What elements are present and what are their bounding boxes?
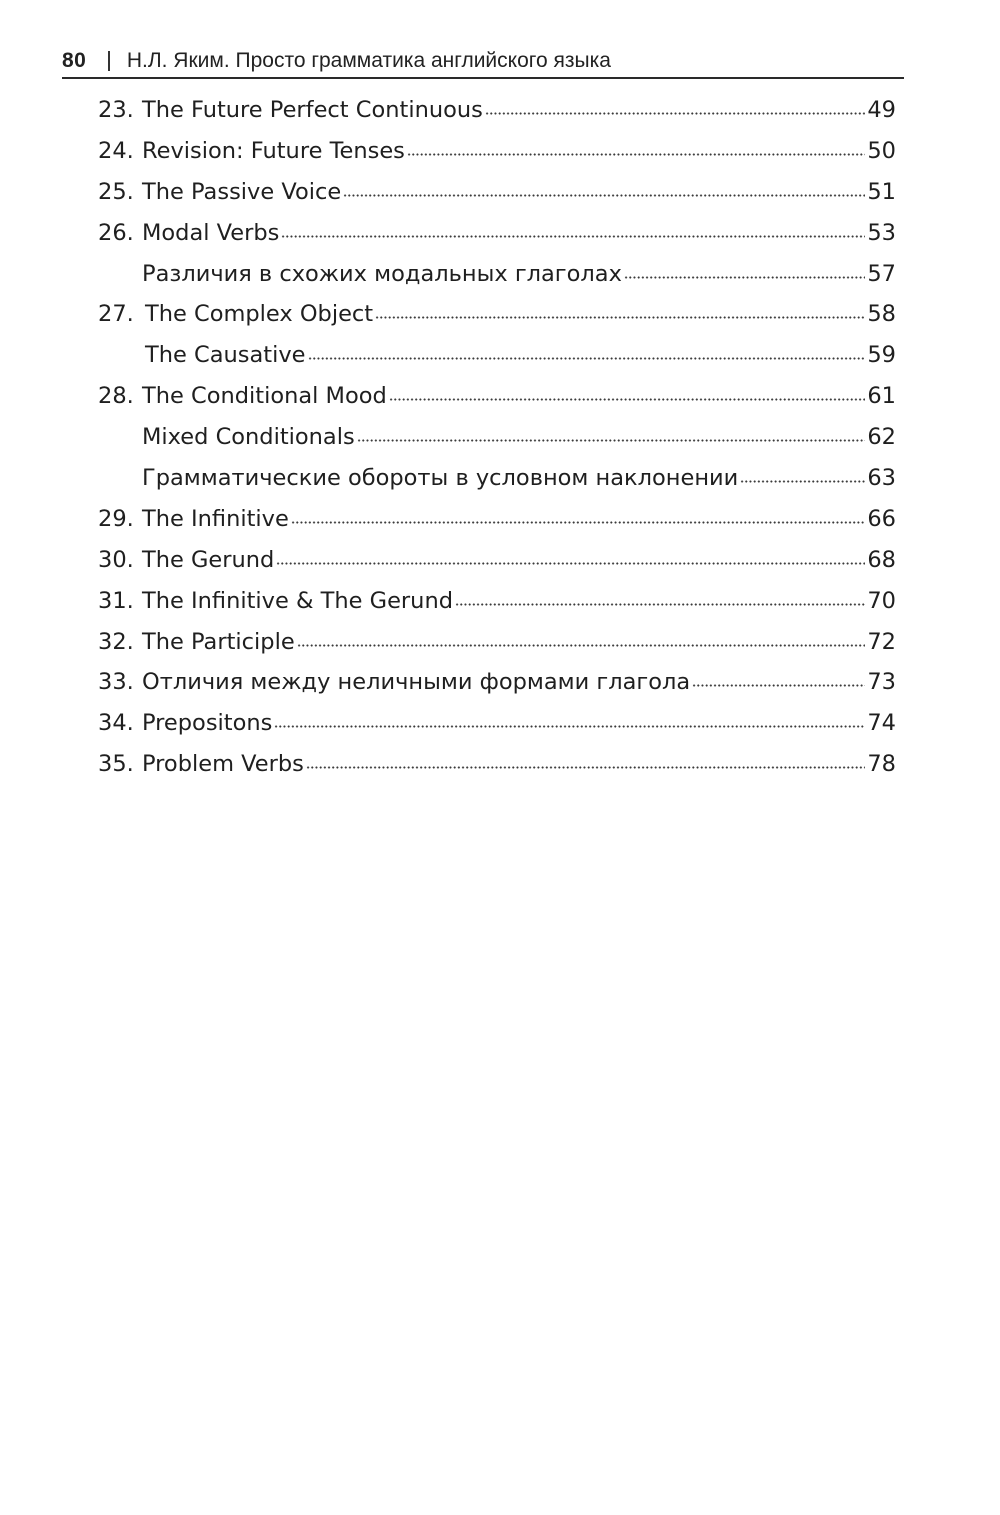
entry-title: Отличия между неличными формами глагола xyxy=(142,669,691,696)
toc-subentry-conditional-constructions[interactable] xyxy=(98,458,896,499)
entry-title: The Infinitive & The Gerund xyxy=(142,587,453,614)
entry-title: The Gerund xyxy=(142,546,275,573)
entry-title: Revision: Future Tenses xyxy=(142,137,405,164)
entry-title: The Future Perfect Continuous xyxy=(142,97,483,123)
entry-title: Различия в схожих модальных глаголах xyxy=(142,260,622,287)
header-separator xyxy=(108,51,110,71)
toc-entry-34[interactable] xyxy=(98,703,896,744)
toc-entry-24[interactable] xyxy=(98,131,896,172)
table-of-contents xyxy=(98,90,896,785)
dot-leader xyxy=(281,235,865,238)
dot-leader xyxy=(624,276,865,279)
entry-title: Грамматические обороты в условном наклонении xyxy=(142,465,739,492)
entry-title: The Participle xyxy=(142,628,295,655)
running-header xyxy=(62,44,904,78)
entry-page: 66 xyxy=(867,505,896,532)
dot-leader xyxy=(389,398,866,401)
entry-title: Mixed Conditionals xyxy=(142,424,355,451)
entry-page: 50 xyxy=(867,137,896,164)
entry-number: 31. xyxy=(98,587,134,614)
entry-number: 28. xyxy=(98,383,134,410)
dot-leader xyxy=(274,725,865,728)
toc-entry-31[interactable] xyxy=(98,581,896,622)
dot-leader xyxy=(343,194,865,197)
dot-leader xyxy=(357,439,866,442)
toc-entry-26[interactable] xyxy=(98,213,896,254)
entry-title: Prepositons xyxy=(142,710,273,737)
dot-leader xyxy=(308,357,866,360)
header-rule xyxy=(62,77,904,79)
toc-entry-25[interactable] xyxy=(98,172,896,213)
dot-leader xyxy=(407,153,865,156)
entry-page: 70 xyxy=(867,587,896,614)
entry-page: 72 xyxy=(867,628,896,655)
dot-leader xyxy=(291,521,866,524)
entry-number: 29. xyxy=(98,505,134,532)
entry-page: 74 xyxy=(867,710,896,737)
entry-number: 33. xyxy=(98,669,134,696)
dot-leader xyxy=(306,766,865,769)
toc-subentry-modal-differences[interactable] xyxy=(98,254,896,295)
entry-title: The Complex Object xyxy=(145,301,374,328)
dot-leader xyxy=(740,480,865,483)
entry-page: 57 xyxy=(867,260,896,287)
entry-title: Modal Verbs xyxy=(142,219,280,246)
entry-page: 49 xyxy=(867,97,896,123)
entry-page: 68 xyxy=(867,546,896,573)
entry-title: The Conditional Mood xyxy=(142,383,387,410)
dot-leader xyxy=(276,562,865,565)
entry-number: 23. xyxy=(98,97,134,123)
entry-page: 53 xyxy=(867,219,896,246)
dot-leader xyxy=(455,603,865,606)
entry-number: 24. xyxy=(98,137,134,164)
entry-number: 26. xyxy=(98,219,134,246)
entry-title: The Passive Voice xyxy=(142,178,342,205)
entry-number: 25. xyxy=(98,178,134,205)
dot-leader xyxy=(297,644,866,647)
entry-number: 30. xyxy=(98,546,134,573)
entry-title: The Infinitive xyxy=(142,505,289,532)
toc-subentry-mixed-conditionals[interactable] xyxy=(98,417,896,458)
toc-entry-35[interactable] xyxy=(98,744,896,785)
entry-page: 62 xyxy=(867,424,896,451)
toc-entry-28[interactable] xyxy=(98,376,896,417)
entry-page: 73 xyxy=(867,669,896,696)
entry-number: 32. xyxy=(98,628,134,655)
entry-number: 27. xyxy=(98,301,134,328)
entry-title: Problem Verbs xyxy=(142,751,304,778)
entry-page: 61 xyxy=(867,383,896,410)
toc-entry-32[interactable] xyxy=(98,622,896,663)
entry-page: 58 xyxy=(867,301,896,328)
toc-subentry-causative[interactable] xyxy=(98,335,896,376)
dot-leader xyxy=(692,684,865,687)
running-title: Н.Л. Яким. Просто грамматика английского языка xyxy=(126,49,611,72)
entry-number: 34. xyxy=(98,710,134,737)
toc-entry-29[interactable] xyxy=(98,499,896,540)
toc-entry-27[interactable] xyxy=(98,294,896,335)
entry-page: 78 xyxy=(867,751,896,778)
entry-page: 51 xyxy=(867,178,896,205)
entry-page: 63 xyxy=(867,465,896,492)
entry-page: 59 xyxy=(867,342,896,369)
toc-entry-30[interactable] xyxy=(98,540,896,581)
dot-leader xyxy=(375,316,865,319)
dot-leader xyxy=(485,112,866,115)
page-number: 80 xyxy=(62,49,87,72)
toc-entry-33[interactable] xyxy=(98,662,896,703)
toc-entry-23[interactable] xyxy=(98,90,896,131)
entry-title: The Causative xyxy=(145,342,306,369)
entry-number: 35. xyxy=(98,751,134,778)
